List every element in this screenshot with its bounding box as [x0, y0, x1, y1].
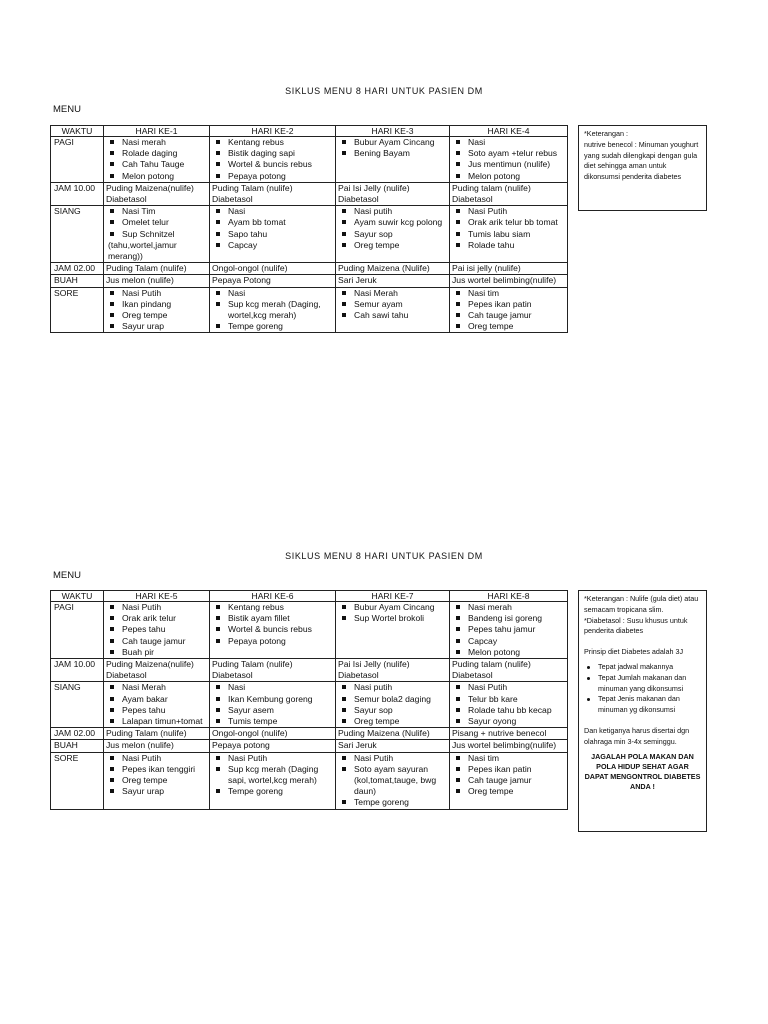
menu-cell [336, 752, 450, 809]
table-row [51, 659, 568, 682]
menu-item: Ikan Kembung goreng [212, 694, 333, 705]
menu-cell [104, 728, 210, 740]
menu-item: Cah tauge jamur [452, 310, 565, 321]
note-heading: *Keterangan : [584, 129, 628, 138]
column-header: WAKTU [51, 126, 104, 137]
menu-cell [210, 182, 336, 205]
menu-item-list [452, 753, 565, 798]
menu-text: Pai Isi Jelly (nulife) Diabetasol [338, 659, 410, 681]
table-header-row [51, 591, 568, 602]
menu-item: Nasi Merah [106, 682, 207, 693]
menu-cell [336, 728, 450, 740]
menu-item-list [212, 137, 333, 182]
menu-cell [104, 182, 210, 205]
menu-text: Jus melon (nulife) [106, 275, 174, 286]
menu-item: Melon potong [452, 171, 565, 182]
row-label: JAM 10.00 [51, 182, 104, 205]
row-label: PAGI [51, 137, 104, 183]
menu-item: Oreg tempe [338, 240, 447, 251]
column-header: HARI KE-8 [450, 591, 568, 602]
menu-item: Rolade tahu bb kecap [452, 705, 565, 716]
menu-text: Pepaya Potong [212, 275, 271, 286]
menu-cell [450, 287, 568, 333]
menu-item: Oreg tempe [338, 716, 447, 727]
note-prinsip: Prinsip diet Diabetes adalah 3J [584, 647, 684, 657]
column-header: HARI KE-6 [210, 591, 336, 602]
menu-item: Kentang rebus [212, 137, 333, 148]
menu-item-list [212, 682, 333, 727]
row-label: SIANG [51, 206, 104, 263]
menu-cell [104, 137, 210, 183]
menu-item: Nasi Putih [212, 753, 333, 764]
menu-item: Omelet telur [106, 217, 207, 228]
menu-text: Puding Maizena(nulife) Diabetasol [106, 659, 194, 681]
menu-item: Jus mentimun (nulife) [452, 159, 565, 170]
note-diabetasol: *Diabetasol : Susu khusus untuk penderita diabetes [584, 615, 688, 636]
menu-item: Lalapan timun+tomat [106, 716, 207, 727]
menu-item: Sayur asem [212, 705, 333, 716]
menu-cell [450, 659, 568, 682]
menu-item-list [106, 137, 207, 182]
menu-label: MENU [53, 570, 81, 581]
menu-item: Nasi Putih [452, 206, 565, 217]
menu-cell [336, 182, 450, 205]
menu-item: Pepes tahu jamur [452, 624, 565, 635]
page-title: SIKLUS MENU 8 HARI UNTUK PASIEN DM [285, 86, 483, 96]
menu-item-list [338, 206, 447, 251]
menu-item: Sayur urap [106, 786, 207, 797]
menu-cell [336, 740, 450, 752]
menu-item-detail: (tahu,wortel,jamur merang)) [108, 239, 177, 262]
menu-text: Puding Maizena (Nulife) [338, 263, 430, 274]
menu-cell [450, 137, 568, 183]
column-header: HARI KE-2 [210, 126, 336, 137]
menu-item: Tumis labu siam [452, 229, 565, 240]
menu-item: Sup kcg merah (Daging, wortel,kcg merah) [212, 299, 333, 321]
menu-cell [104, 682, 210, 728]
menu-item-list [452, 682, 565, 727]
menu-cell [210, 287, 336, 333]
row-label: JAM 02.00 [51, 263, 104, 275]
menu-item: Ayam suwir kcg polong [338, 217, 447, 228]
menu-item-list [212, 753, 333, 798]
menu-cell [336, 206, 450, 263]
menu-cell [210, 682, 336, 728]
menu-item: Kentang rebus [212, 602, 333, 613]
menu-item-list [452, 602, 565, 658]
menu-text: Puding Maizena (Nulife) [338, 728, 430, 739]
menu-item: Cah tauge jamur [106, 636, 207, 647]
menu-item: Oreg tempe [106, 775, 207, 786]
menu-item: Wortel & buncis rebus [212, 624, 333, 635]
menu-cell [104, 602, 210, 659]
menu-item: Melon potong [106, 171, 207, 182]
note-box [578, 590, 707, 832]
menu-table-week-2 [50, 590, 568, 810]
menu-item: Nasi putih [338, 682, 447, 693]
menu-item: Buah pir [106, 647, 207, 658]
menu-text: Sari Jeruk [338, 740, 377, 751]
menu-text: Puding Talam (nulife) [106, 728, 187, 739]
menu-item: Ayam bb tomat [212, 217, 333, 228]
menu-item: Sayur oyong [452, 716, 565, 727]
table-row [51, 263, 568, 275]
menu-cell [104, 263, 210, 275]
table-row [51, 137, 568, 183]
menu-text: Ongol-ongol (nulife) [212, 728, 288, 739]
menu-item: Pepes ikan patin [452, 299, 565, 310]
menu-item: Nasi [212, 206, 333, 217]
menu-item: Semur ayam [338, 299, 447, 310]
row-label: SIANG [51, 682, 104, 728]
note-text: nutrive benecol : Minuman youghurt yang sudah dilengkapi dengan gula diet sehingga aman untuk dikonsumsi penderita diabetes [584, 139, 699, 182]
menu-item: Capcay [212, 240, 333, 251]
menu-text: Puding talam (nulife) Diabetasol [452, 659, 531, 681]
menu-cell [210, 740, 336, 752]
menu-cell [104, 752, 210, 809]
menu-item: Nasi Putih [452, 682, 565, 693]
menu-item: Pepaya potong [212, 636, 333, 647]
menu-item-list [106, 602, 207, 658]
note-olahraga: Dan ketiganya harus disertai dgn olahraga min 3-4x seminggu. [584, 725, 690, 746]
menu-text: Puding Maizena(nulife) Diabetasol [106, 182, 194, 205]
row-label: SORE [51, 752, 104, 809]
menu-item: Nasi merah [452, 602, 565, 613]
menu-item: Nasi Merah [338, 288, 447, 299]
menu-cell [336, 659, 450, 682]
menu-cell [336, 137, 450, 183]
menu-cell [450, 682, 568, 728]
menu-item: Bubur Ayam Cincang [338, 137, 447, 148]
menu-cell [104, 206, 210, 263]
menu-cell [104, 287, 210, 333]
table-row [51, 602, 568, 659]
row-label: JAM 02.00 [51, 728, 104, 740]
menu-item: Wortel & buncis rebus [212, 159, 333, 170]
menu-item: Semur bola2 daging [338, 694, 447, 705]
menu-cell [450, 275, 568, 287]
menu-cell [336, 602, 450, 659]
menu-item: Sayur urap [106, 321, 207, 332]
menu-item: Nasi putih [338, 206, 447, 217]
table-row [51, 275, 568, 287]
menu-item-list [452, 206, 565, 251]
menu-item: Nasi Putih [338, 753, 447, 764]
column-header: HARI KE-5 [104, 591, 210, 602]
menu-item: Sapo tahu [212, 229, 333, 240]
menu-cell [104, 659, 210, 682]
list-item: Tepat Jumlah makanan dan minuman yang dikonsumsi [584, 673, 701, 695]
menu-text: Sari Jeruk [338, 275, 377, 286]
menu-item: Pepaya potong [212, 171, 333, 182]
menu-text: Jus wortel belimbing(nulife) [452, 740, 557, 751]
page-title: SIKLUS MENU 8 HARI UNTUK PASIEN DM [285, 551, 483, 561]
menu-item: Nasi Putih [106, 288, 207, 299]
menu-cell [210, 728, 336, 740]
menu-text: Puding Talam (nulife) Diabetasol [212, 659, 293, 681]
table-row [51, 182, 568, 205]
menu-item: Capcay [452, 636, 565, 647]
list-item: Tepat jadwal makannya [584, 662, 701, 673]
table-row [51, 287, 568, 333]
menu-cell [450, 182, 568, 205]
menu-item: Melon potong [452, 647, 565, 658]
menu-item: Bening Bayam [338, 148, 447, 159]
row-label: PAGI [51, 602, 104, 659]
column-header: HARI KE-4 [450, 126, 568, 137]
menu-item: Rolade daging [106, 148, 207, 159]
menu-item-list [338, 682, 447, 727]
menu-item-list [212, 206, 333, 251]
menu-text: Pisang + nutrive benecol [452, 728, 547, 739]
menu-item-list [212, 602, 333, 647]
menu-item: Cah Tahu Tauge [106, 159, 207, 170]
menu-item: Cah sawi tahu [338, 310, 447, 321]
menu-item: Nasi Putih [106, 602, 207, 613]
menu-item-list [452, 137, 565, 182]
menu-item: Nasi tim [452, 288, 565, 299]
table-row [51, 728, 568, 740]
menu-item: Ikan pindang [106, 299, 207, 310]
menu-item: Tempe goreng [212, 786, 333, 797]
menu-cell [336, 275, 450, 287]
menu-item: Oreg tempe [106, 310, 207, 321]
menu-item: Tumis tempe [212, 716, 333, 727]
menu-item: Nasi Putih [106, 753, 207, 764]
menu-item-list [212, 288, 333, 333]
menu-item: Oreg tempe [452, 321, 565, 332]
menu-cell [210, 137, 336, 183]
menu-item: Bubur Ayam Cincang [338, 602, 447, 613]
menu-cell [210, 752, 336, 809]
menu-cell [450, 740, 568, 752]
menu-cell [336, 287, 450, 333]
menu-cell [450, 602, 568, 659]
menu-label: MENU [53, 104, 81, 115]
menu-cell [450, 206, 568, 263]
menu-text: Ongol-ongol (nulife) [212, 263, 288, 274]
note-prinsip-list [584, 662, 701, 716]
menu-text: Pepaya potong [212, 740, 270, 751]
menu-cell [450, 728, 568, 740]
menu-item: Pepes ikan tenggiri [106, 764, 207, 775]
menu-item-list [452, 288, 565, 333]
menu-cell [104, 275, 210, 287]
menu-cell [450, 752, 568, 809]
row-label: JAM 10.00 [51, 659, 104, 682]
note-box [578, 125, 707, 211]
menu-cell [210, 206, 336, 263]
menu-item: Tempe goreng [338, 797, 447, 808]
menu-text: Jus melon (nulife) [106, 740, 174, 751]
row-label: BUAH [51, 275, 104, 287]
row-label: SORE [51, 287, 104, 333]
column-header: WAKTU [51, 591, 104, 602]
menu-item-list [338, 753, 447, 809]
menu-item: Orak arik telur [106, 613, 207, 624]
menu-item-list [338, 137, 447, 159]
menu-item: Orak arik telur bb tomat [452, 217, 565, 228]
menu-text: Puding Talam (nulife) [106, 263, 187, 274]
menu-item: Sup Wortel brokoli [338, 613, 447, 624]
menu-text: Pai Isi Jelly (nulife) Diabetasol [338, 182, 410, 205]
menu-item: Nasi [452, 137, 565, 148]
note-nulife: *Keterangan : Nulife (gula diet) atau semacam tropicana slim. [584, 594, 699, 614]
menu-item: Telur bb kare [452, 694, 565, 705]
menu-item: Rolade tahu [452, 240, 565, 251]
menu-item: Tempe goreng [212, 321, 333, 332]
table-header-row [51, 126, 568, 137]
menu-item: Sayur sop [338, 705, 447, 716]
menu-item-list [338, 602, 447, 624]
row-label: BUAH [51, 740, 104, 752]
menu-cell [210, 263, 336, 275]
menu-item: Oreg tempe [452, 786, 565, 797]
menu-item-list [338, 288, 447, 322]
menu-table-week-1 [50, 125, 568, 333]
menu-item: Bistik ayam fillet [212, 613, 333, 624]
menu-cell [210, 275, 336, 287]
menu-item: Ayam bakar [106, 694, 207, 705]
table-row [51, 740, 568, 752]
column-header: HARI KE-7 [336, 591, 450, 602]
menu-item: Nasi Tim [106, 206, 207, 217]
menu-item: Nasi [212, 682, 333, 693]
menu-item: Sayur sop [338, 229, 447, 240]
menu-cell [336, 263, 450, 275]
menu-item-list [106, 682, 207, 727]
menu-item-list [106, 753, 207, 798]
note-slogan: JAGALAH POLA MAKAN DAN POLA HIDUP SEHAT AGAR DAPAT MENGONTROL DIABETES ANDA ! [584, 751, 701, 791]
menu-item: Bandeng isi goreng [452, 613, 565, 624]
menu-item: Nasi tim [452, 753, 565, 764]
column-header: HARI KE-1 [104, 126, 210, 137]
menu-cell [210, 659, 336, 682]
menu-text: Jus wortel belimbing(nulife) [452, 275, 557, 286]
list-item: Tepat Jenis makanan dan minuman yg dikonsumsi [584, 694, 701, 716]
menu-text: Puding Talam (nulife) Diabetasol [212, 182, 293, 205]
menu-cell [336, 682, 450, 728]
menu-item: Sup Schnitzel [106, 229, 207, 240]
menu-item: Pepes tahu [106, 705, 207, 716]
menu-cell [450, 263, 568, 275]
menu-item: Cah tauge jamur [452, 775, 565, 786]
menu-cell [210, 602, 336, 659]
table-row [51, 682, 568, 728]
menu-item: Soto ayam sayuran (kol,tomat,tauge, bwg daun) [338, 764, 447, 798]
menu-item: Nasi merah [106, 137, 207, 148]
menu-item-list [106, 206, 207, 262]
menu-item: Soto ayam +telur rebus [452, 148, 565, 159]
table-row [51, 752, 568, 809]
menu-text: Puding talam (nulife) Diabetasol [452, 182, 531, 205]
table-row [51, 206, 568, 263]
menu-item: Pepes tahu [106, 624, 207, 635]
menu-item: Pepes ikan patin [452, 764, 565, 775]
menu-text: Pai isi jelly (nulife) [452, 263, 521, 274]
menu-item-list [106, 288, 207, 333]
menu-item: Bistik daging sapi [212, 148, 333, 159]
column-header: HARI KE-3 [336, 126, 450, 137]
menu-item: Sup kcg merah (Daging sapi, wortel,kcg merah) [212, 764, 333, 786]
menu-cell [104, 740, 210, 752]
menu-item: Nasi [212, 288, 333, 299]
